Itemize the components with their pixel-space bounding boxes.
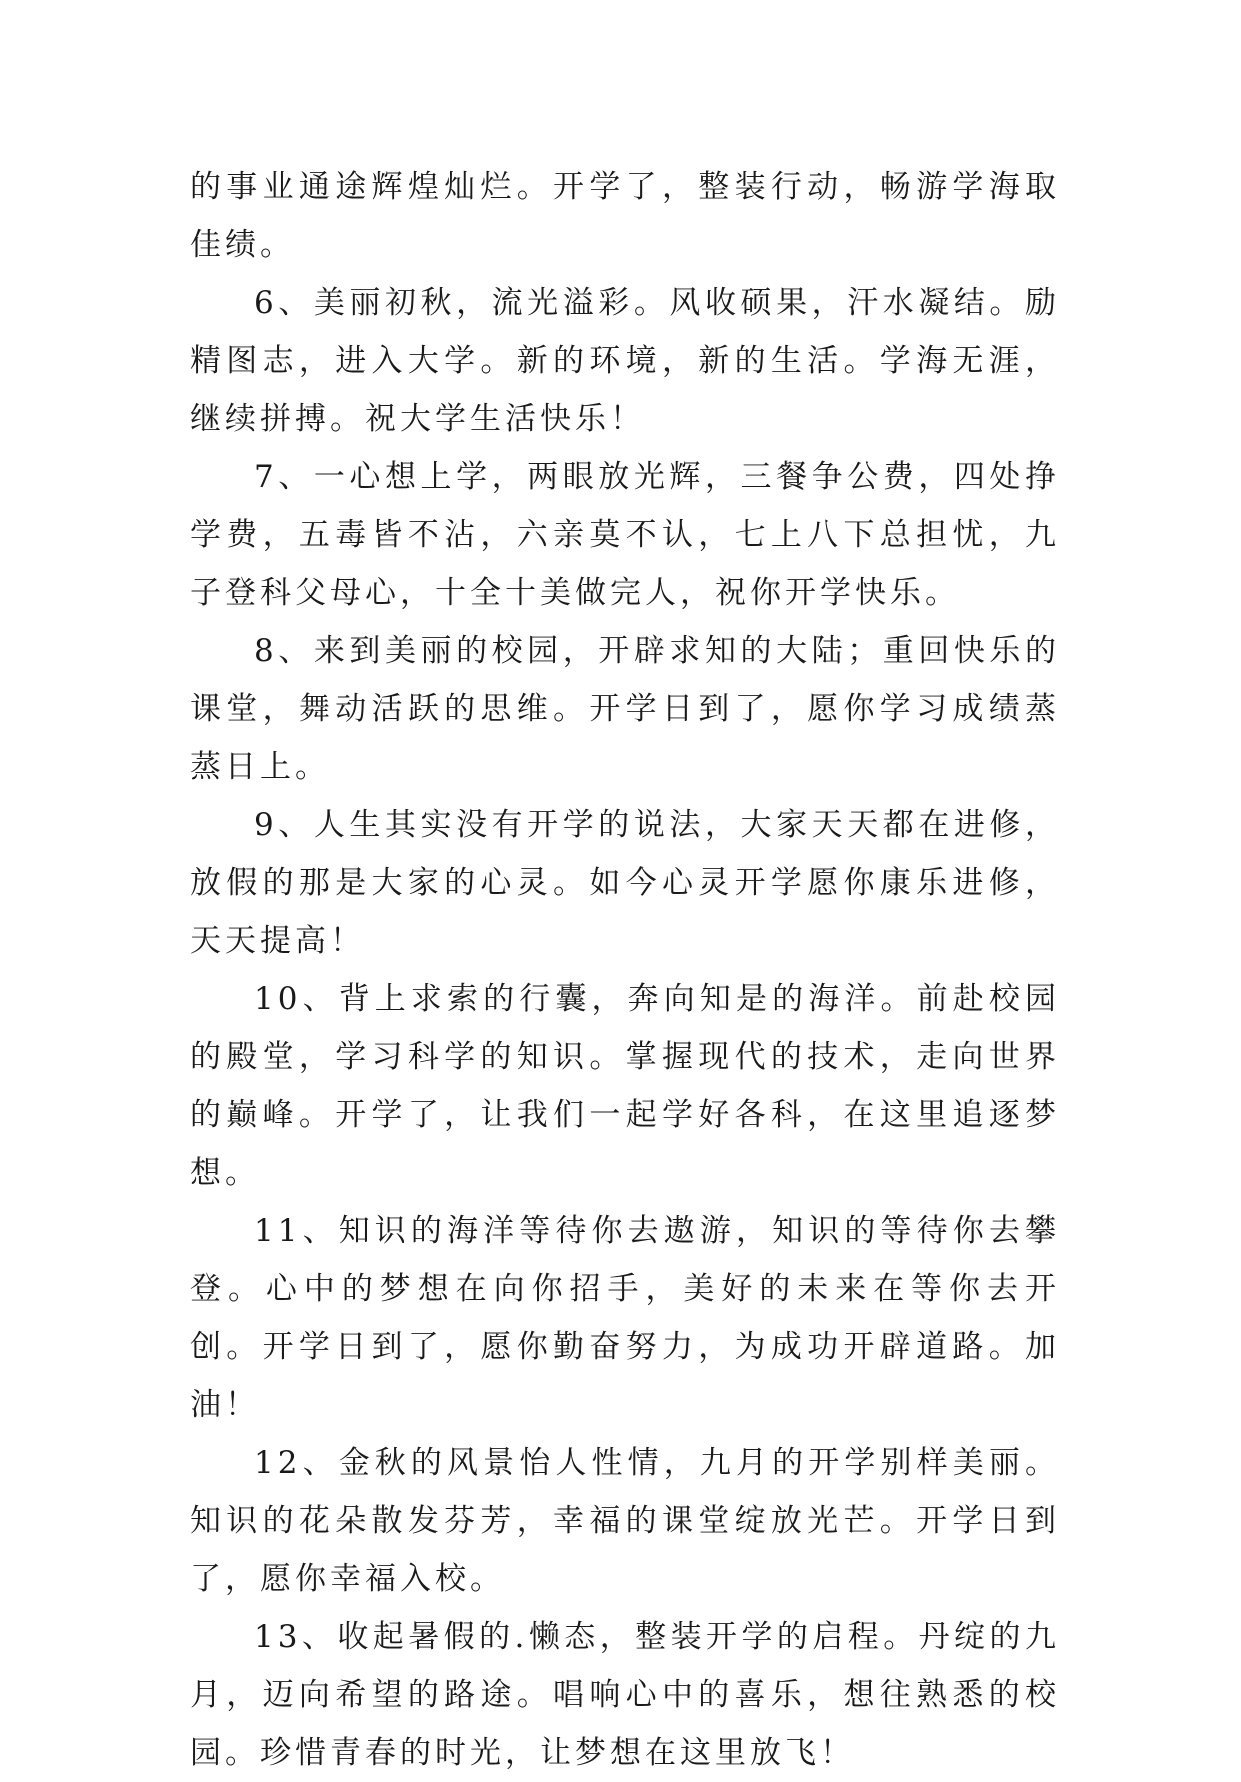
paragraph-item-11: 11、知识的海洋等待你去遨游，知识的等待你去攀登。心中的梦想在向你招手，美好的未来在等你去开创。开学日到了，愿你勤奋努力，为成功开辟道路。加油！	[190, 1213, 1060, 1423]
paragraph-item-13: 13、收起暑假的.懒态，整装开学的启程。丹绽的九月，迈向希望的路途。唱响心中的喜乐，想往熟悉的校园。珍惜青春的时光，让梦想在这里放飞！	[190, 1619, 1060, 1771]
paragraph-item-8: 8、来到美丽的校园，开辟求知的大陆；重回快乐的课堂，舞动活跃的思维。开学日到了，愿你学习成绩蒸蒸日上。	[190, 633, 1060, 785]
paragraph-item-7: 7、一心想上学，两眼放光辉，三餐争公费，四处挣学费，五毒皆不沾，六亲莫不认，七上八下总担忧，九子登科父母心，十全十美做完人，祝你开学快乐。	[190, 459, 1060, 611]
paragraph-continued: 的事业通途辉煌灿烂。开学了，整装行动，畅游学海取佳绩。	[190, 169, 1060, 263]
paragraph-item-10: 10、背上求索的行囊，奔向知是的海洋。前赴校园的殿堂，学习科学的知识。掌握现代的技术，走向世界的巅峰。开学了，让我们一起学好各科，在这里追逐梦想。	[190, 981, 1060, 1191]
document-body	[190, 158, 1060, 1782]
paragraph-item-6: 6、美丽初秋，流光溢彩。风收硕果，汗水凝结。励精图志，进入大学。新的环境，新的生活。学海无涯，继续拼搏。祝大学生活快乐！	[190, 285, 1060, 437]
paragraph-item-12: 12、金秋的风景怡人性情，九月的开学别样美丽。知识的花朵散发芬芳，幸福的课堂绽放光芒。开学日到了，愿你幸福入校。	[190, 1445, 1060, 1597]
paragraph-item-9: 9、人生其实没有开学的说法，大家天天都在进修，放假的那是大家的心灵。如今心灵开学愿你康乐进修，天天提高！	[190, 807, 1060, 959]
